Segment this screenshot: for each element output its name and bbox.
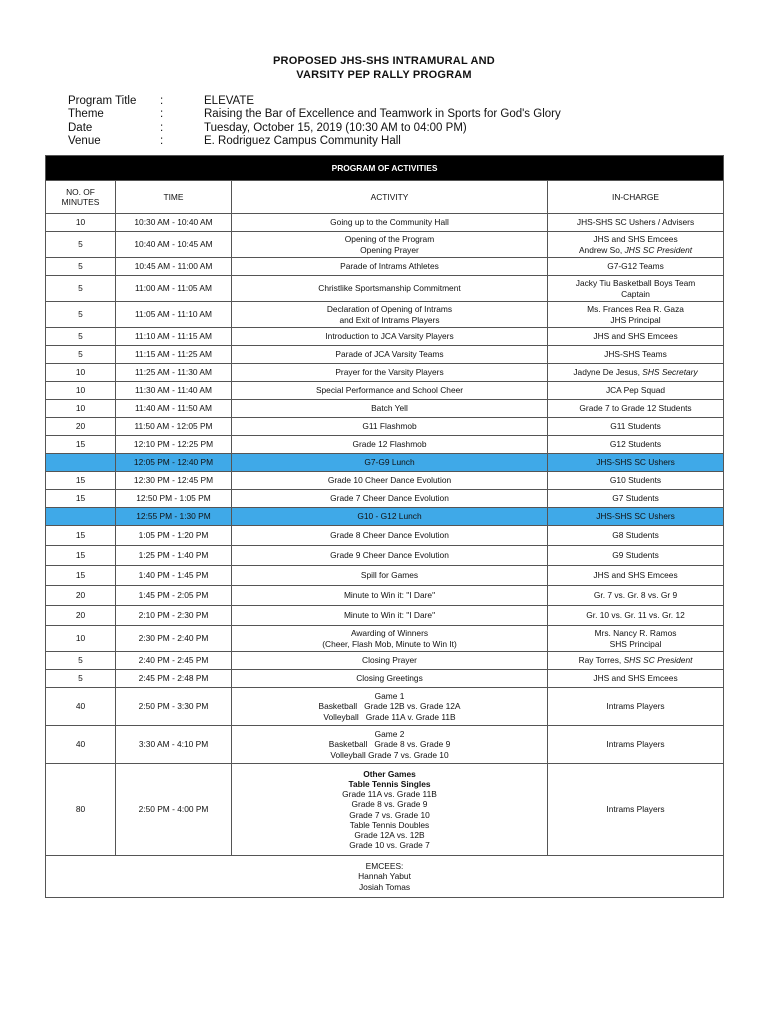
- header-time: TIME: [116, 181, 232, 214]
- cell-minutes: 10: [46, 364, 116, 382]
- cell-in-charge: [548, 726, 724, 764]
- in-charge-line: [551, 315, 720, 325]
- cell-minutes: 5: [46, 232, 116, 258]
- in-charge-line: [551, 245, 720, 255]
- activity-line: Volleyball Grade 11A v. Grade 11B: [323, 711, 456, 722]
- cell-in-charge: [548, 258, 724, 276]
- meta-label: Theme: [68, 108, 104, 121]
- table-row: [46, 566, 724, 586]
- cell-in-charge: [548, 214, 724, 232]
- activity-line: Volleyball Grade 7 vs. Grade 10: [330, 749, 449, 760]
- table-row: [46, 214, 724, 232]
- activity-line: Grade 12 Flashmob: [352, 439, 427, 450]
- cell-activity: [232, 586, 548, 606]
- activity-line: Closing Prayer: [362, 655, 417, 666]
- cell-activity: [232, 276, 548, 302]
- cell-minutes: 80: [46, 764, 116, 856]
- activity-line: Grade 7 vs. Grade 10: [349, 809, 430, 820]
- in-charge-text: JCA Pep Squad: [605, 385, 666, 396]
- cell-in-charge: [548, 418, 724, 436]
- cell-time: 2:45 PM - 2:48 PM: [116, 670, 232, 688]
- activity-line: Minute to Win it: "I Dare": [343, 610, 436, 621]
- in-charge-line: [551, 457, 720, 467]
- in-charge-line: [551, 628, 720, 638]
- cell-minutes: 5: [46, 346, 116, 364]
- table-row: [46, 418, 724, 436]
- in-charge-line: [551, 610, 720, 620]
- cell-minutes: 5: [46, 276, 116, 302]
- activity-line: Introduction to JCA Varsity Players: [325, 331, 454, 342]
- cell-time: 12:05 PM - 12:40 PM: [116, 454, 232, 472]
- emcees-cell: [46, 856, 724, 898]
- cell-activity: [232, 258, 548, 276]
- table-row: [46, 328, 724, 346]
- cell-in-charge: [548, 508, 724, 526]
- in-charge-text: G7 Students: [612, 493, 659, 504]
- cell-in-charge: [548, 328, 724, 346]
- cell-time: 1:40 PM - 1:45 PM: [116, 566, 232, 586]
- meta-label: Program Title: [68, 95, 137, 107]
- in-charge-role: SHS Secretary: [642, 367, 698, 378]
- cell-time: 11:50 AM - 12:05 PM: [116, 418, 232, 436]
- activity-line: Awarding of Winners: [350, 628, 429, 639]
- cell-time: 3:30 AM - 4:10 PM: [116, 726, 232, 764]
- in-charge-line: [551, 304, 720, 314]
- in-charge-line: [551, 385, 720, 395]
- activity-line: and Exit of Intrams Players: [339, 314, 440, 325]
- cell-in-charge: [548, 454, 724, 472]
- in-charge-text: JHS and SHS Emcees: [593, 234, 678, 245]
- cell-in-charge: [548, 606, 724, 626]
- activity-line: Basketball Grade 8 vs. Grade 9: [328, 739, 451, 750]
- table-row: [46, 764, 724, 856]
- activity-line: Game 1: [374, 691, 405, 702]
- in-charge-text: Captain: [621, 288, 650, 299]
- in-charge-line: [551, 511, 720, 521]
- cell-minutes: 5: [46, 670, 116, 688]
- activity-line: Other Games: [363, 768, 416, 779]
- activity-line: G11 Flashmob: [362, 421, 417, 432]
- cell-time: 12:10 PM - 12:25 PM: [116, 436, 232, 454]
- cell-in-charge: [548, 436, 724, 454]
- cell-minutes: 15: [46, 566, 116, 586]
- activity-line: G7-G9 Lunch: [364, 457, 415, 468]
- cell-in-charge: [548, 670, 724, 688]
- cell-time: 1:45 PM - 2:05 PM: [116, 586, 232, 606]
- in-charge-line: [551, 367, 720, 377]
- emcees-label: EMCEES:: [365, 861, 404, 872]
- cell-activity: [232, 626, 548, 652]
- cell-activity: [232, 302, 548, 328]
- in-charge-text: G11 Students: [610, 421, 661, 432]
- meta-value: E. Rodriguez Campus Community Hall: [204, 134, 401, 147]
- header-minutes: NO. OF MINUTES: [46, 181, 116, 214]
- meta-colon: :: [160, 121, 164, 134]
- cell-minutes: 15: [46, 472, 116, 490]
- in-charge-line: [551, 331, 720, 341]
- activity-line: Prayer for the Varsity Players: [335, 367, 444, 378]
- meta-row: [68, 135, 561, 148]
- cell-time: 12:55 PM - 1:30 PM: [116, 508, 232, 526]
- activity-line: Grade 8 Cheer Dance Evolution: [330, 530, 449, 541]
- cell-activity: [232, 526, 548, 546]
- cell-time: 10:30 AM - 10:40 AM: [116, 214, 232, 232]
- table-row: [46, 382, 724, 400]
- cell-time: 11:00 AM - 11:05 AM: [116, 276, 232, 302]
- table-row: [46, 400, 724, 418]
- in-charge-line: [551, 570, 720, 580]
- table-row: [46, 526, 724, 546]
- title-line-1: PROPOSED JHS-SHS INTRAMURAL AND: [273, 55, 495, 67]
- in-charge-text: Andrew So,: [578, 244, 625, 255]
- in-charge-line: [551, 701, 720, 711]
- cell-time: 2:30 PM - 2:40 PM: [116, 626, 232, 652]
- in-charge-text: SHS Principal: [609, 638, 662, 649]
- program-details: [68, 95, 561, 148]
- cell-minutes: 20: [46, 418, 116, 436]
- cell-in-charge: [548, 382, 724, 400]
- meta-colon: :: [160, 95, 164, 107]
- program-of-activities-table: [45, 155, 724, 898]
- table-row: [46, 586, 724, 606]
- cell-activity: [232, 670, 548, 688]
- table-row: [46, 688, 724, 726]
- cell-minutes: 5: [46, 302, 116, 328]
- in-charge-line: [551, 590, 720, 600]
- activity-line: (Cheer, Flash Mob, Minute to Win It): [322, 638, 457, 649]
- header-activity: ACTIVITY: [232, 181, 548, 214]
- cell-time: 11:25 AM - 11:30 AM: [116, 364, 232, 382]
- in-charge-text: G8 Students: [612, 530, 659, 541]
- table-row: [46, 670, 724, 688]
- cell-minutes: 10: [46, 400, 116, 418]
- in-charge-line: [551, 639, 720, 649]
- cell-minutes: 10: [46, 382, 116, 400]
- in-charge-line: [551, 234, 720, 244]
- table-row: [46, 346, 724, 364]
- activity-line: Grade 8 vs. Grade 9: [351, 799, 428, 810]
- cell-activity: [232, 606, 548, 626]
- cell-minutes: 5: [46, 328, 116, 346]
- cell-time: 11:30 AM - 11:40 AM: [116, 382, 232, 400]
- cell-time: 12:50 PM - 1:05 PM: [116, 490, 232, 508]
- cell-time: 11:10 AM - 11:15 AM: [116, 328, 232, 346]
- in-charge-line: [551, 439, 720, 449]
- activity-line: Opening of the Program: [344, 234, 435, 245]
- table-row: [46, 276, 724, 302]
- cell-in-charge: [548, 472, 724, 490]
- in-charge-line: [551, 421, 720, 431]
- table-row: [46, 508, 724, 526]
- cell-in-charge: [548, 364, 724, 382]
- cell-in-charge: [548, 526, 724, 546]
- cell-activity: [232, 546, 548, 566]
- cell-activity: [232, 688, 548, 726]
- table-row: [46, 436, 724, 454]
- in-charge-text: Grade 7 to Grade 12 Students: [579, 403, 692, 414]
- cell-activity: [232, 652, 548, 670]
- table-row: [46, 364, 724, 382]
- activity-line: Table Tennis Singles: [348, 778, 431, 789]
- table-row: [46, 490, 724, 508]
- table-row: [46, 302, 724, 328]
- cell-time: 12:30 PM - 12:45 PM: [116, 472, 232, 490]
- table-row: [46, 472, 724, 490]
- cell-activity: [232, 764, 548, 856]
- cell-minutes: 20: [46, 606, 116, 626]
- meta-label: Venue: [68, 134, 101, 147]
- in-charge-text: G10 Students: [609, 475, 662, 486]
- table-row: [46, 258, 724, 276]
- meta-colon: :: [160, 134, 164, 147]
- in-charge-text: Jadyne De Jesus,: [573, 367, 643, 378]
- header-in-charge: IN-CHARGE: [548, 181, 724, 214]
- in-charge-text: Ray Torres,: [578, 655, 624, 666]
- cell-minutes: 40: [46, 726, 116, 764]
- activity-line: Closing Greetings: [356, 673, 423, 684]
- in-charge-text: JHS and SHS Emcees: [593, 673, 678, 684]
- cell-time: 11:15 AM - 11:25 AM: [116, 346, 232, 364]
- cell-activity: [232, 400, 548, 418]
- table-row: [46, 454, 724, 472]
- in-charge-text: G7-G12 Teams: [607, 261, 664, 272]
- activity-line: G10 - G12 Lunch: [357, 511, 422, 522]
- cell-activity: [232, 364, 548, 382]
- cell-activity: [232, 382, 548, 400]
- document-title: [0, 54, 768, 82]
- in-charge-text: Intrams Players: [606, 701, 665, 712]
- activity-line: Grade 10 vs. Grade 7: [349, 840, 430, 851]
- in-charge-text: Gr. 10 vs. Gr. 11 vs. Gr. 12: [586, 610, 685, 621]
- cell-time: 1:25 PM - 1:40 PM: [116, 546, 232, 566]
- in-charge-role: JHS SC President: [624, 244, 693, 255]
- table-banner: PROGRAM OF ACTIVITIES: [46, 156, 724, 181]
- in-charge-line: [551, 550, 720, 560]
- emcees-row: [46, 856, 724, 898]
- activity-line: Table Tennis Doubles: [349, 819, 430, 830]
- table-row: [46, 652, 724, 670]
- cell-time: 11:40 AM - 11:50 AM: [116, 400, 232, 418]
- in-charge-text: JHS-SHS SC Ushers / Advisers: [576, 217, 695, 228]
- cell-in-charge: [548, 586, 724, 606]
- cell-time: 2:50 PM - 4:00 PM: [116, 764, 232, 856]
- emcee-name: Josiah Tomas: [358, 881, 411, 892]
- in-charge-line: [551, 739, 720, 749]
- cell-activity: [232, 436, 548, 454]
- cell-minutes: 15: [46, 436, 116, 454]
- cell-time: 1:05 PM - 1:20 PM: [116, 526, 232, 546]
- in-charge-line: [551, 403, 720, 413]
- cell-minutes: [46, 508, 116, 526]
- in-charge-text: JHS-SHS SC Ushers: [596, 457, 675, 468]
- activity-line: Spill for Games: [360, 570, 419, 581]
- in-charge-line: [551, 530, 720, 540]
- cell-activity: [232, 418, 548, 436]
- activity-line: Batch Yell: [371, 403, 408, 414]
- in-charge-line: [551, 655, 720, 665]
- in-charge-text: JHS-SHS Teams: [604, 349, 667, 360]
- in-charge-text: JHS and SHS Emcees: [593, 570, 678, 581]
- meta-value: ELEVATE: [204, 95, 255, 107]
- cell-minutes: 5: [46, 258, 116, 276]
- cell-minutes: 15: [46, 526, 116, 546]
- cell-in-charge: [548, 626, 724, 652]
- meta-row: [68, 95, 561, 108]
- cell-minutes: 5: [46, 652, 116, 670]
- in-charge-role: SHS SC President: [623, 655, 693, 666]
- activity-line: Grade 9 Cheer Dance Evolution: [330, 550, 449, 561]
- cell-minutes: 15: [46, 546, 116, 566]
- cell-in-charge: [548, 764, 724, 856]
- cell-activity: [232, 214, 548, 232]
- activity-line: Minute to Win it: "I Dare": [343, 590, 436, 601]
- in-charge-line: [551, 261, 720, 271]
- cell-minutes: 10: [46, 214, 116, 232]
- activity-line: Christlike Sportsmanship Commitment: [318, 283, 461, 294]
- cell-minutes: 20: [46, 586, 116, 606]
- cell-activity: [232, 232, 548, 258]
- in-charge-line: [551, 673, 720, 683]
- activity-line: Grade 12A vs. 12B: [354, 829, 425, 840]
- in-charge-text: JHS Principal: [610, 314, 661, 325]
- activity-line: Game 2: [374, 729, 405, 740]
- meta-label: Date: [68, 121, 93, 134]
- activity-line: Opening Prayer: [360, 244, 419, 255]
- cell-minutes: 10: [46, 626, 116, 652]
- cell-time: 10:40 AM - 10:45 AM: [116, 232, 232, 258]
- in-charge-line: [551, 804, 720, 814]
- cell-in-charge: [548, 302, 724, 328]
- cell-activity: [232, 490, 548, 508]
- cell-activity: [232, 472, 548, 490]
- in-charge-line: [551, 217, 720, 227]
- in-charge-text: Intrams Players: [606, 804, 665, 815]
- in-charge-text: Gr. 7 vs. Gr. 8 vs. Gr 9: [593, 590, 678, 601]
- cell-activity: [232, 566, 548, 586]
- emcee-name: Hannah Yabut: [358, 871, 411, 882]
- cell-in-charge: [548, 276, 724, 302]
- in-charge-line: [551, 278, 720, 288]
- activity-line: Going up to the Community Hall: [330, 217, 449, 228]
- in-charge-text: G9 Students: [612, 550, 659, 561]
- in-charge-text: Ms. Frances Rea R. Gaza: [587, 304, 684, 315]
- in-charge-line: [551, 349, 720, 359]
- cell-time: 2:10 PM - 2:30 PM: [116, 606, 232, 626]
- table-row: [46, 232, 724, 258]
- meta-row: [68, 122, 561, 135]
- cell-time: 2:50 PM - 3:30 PM: [116, 688, 232, 726]
- cell-time: 10:45 AM - 11:00 AM: [116, 258, 232, 276]
- cell-time: 2:40 PM - 2:45 PM: [116, 652, 232, 670]
- cell-activity: [232, 346, 548, 364]
- title-line-2: VARSITY PEP RALLY PROGRAM: [296, 69, 472, 81]
- in-charge-text: Intrams Players: [606, 739, 665, 750]
- activity-line: Special Performance and School Cheer: [315, 385, 464, 396]
- in-charge-line: [551, 289, 720, 299]
- meta-value: Raising the Bar of Excellence and Teamwork in Sports for God's Glory: [204, 108, 561, 121]
- activity-line: Grade 10 Cheer Dance Evolution: [327, 475, 452, 486]
- in-charge-text: G12 Students: [609, 439, 662, 450]
- cell-in-charge: [548, 546, 724, 566]
- cell-activity: [232, 328, 548, 346]
- cell-activity: [232, 508, 548, 526]
- cell-activity: [232, 726, 548, 764]
- meta-row: [68, 108, 561, 121]
- cell-in-charge: [548, 652, 724, 670]
- cell-minutes: 15: [46, 490, 116, 508]
- in-charge-text: Mrs. Nancy R. Ramos: [594, 628, 677, 639]
- cell-in-charge: [548, 490, 724, 508]
- cell-minutes: 40: [46, 688, 116, 726]
- cell-activity: [232, 454, 548, 472]
- in-charge-text: JHS and SHS Emcees: [593, 331, 678, 342]
- in-charge-text: JHS-SHS SC Ushers: [596, 511, 675, 522]
- table-row: [46, 626, 724, 652]
- table-row: [46, 606, 724, 626]
- cell-in-charge: [548, 688, 724, 726]
- activity-line: Grade 7 Cheer Dance Evolution: [330, 493, 449, 504]
- activity-line: Basketball Grade 12B vs. Grade 12A: [318, 701, 461, 712]
- activity-line: Declaration of Opening of Intrams: [326, 304, 453, 315]
- cell-minutes: [46, 454, 116, 472]
- in-charge-line: [551, 493, 720, 503]
- cell-in-charge: [548, 346, 724, 364]
- table-row: [46, 726, 724, 764]
- cell-in-charge: [548, 566, 724, 586]
- cell-in-charge: [548, 400, 724, 418]
- activity-line: Parade of JCA Varsity Teams: [335, 349, 444, 360]
- in-charge-line: [551, 475, 720, 485]
- table-row: [46, 546, 724, 566]
- activity-line: Parade of Intrams Athletes: [340, 261, 439, 272]
- meta-value: Tuesday, October 15, 2019 (10:30 AM to 04:00 PM): [204, 121, 467, 134]
- in-charge-text: Jacky Tiu Basketball Boys Team: [575, 278, 696, 289]
- cell-in-charge: [548, 232, 724, 258]
- cell-time: 11:05 AM - 11:10 AM: [116, 302, 232, 328]
- meta-colon: :: [160, 108, 164, 121]
- activity-line: Grade 11A vs. Grade 11B: [342, 789, 437, 800]
